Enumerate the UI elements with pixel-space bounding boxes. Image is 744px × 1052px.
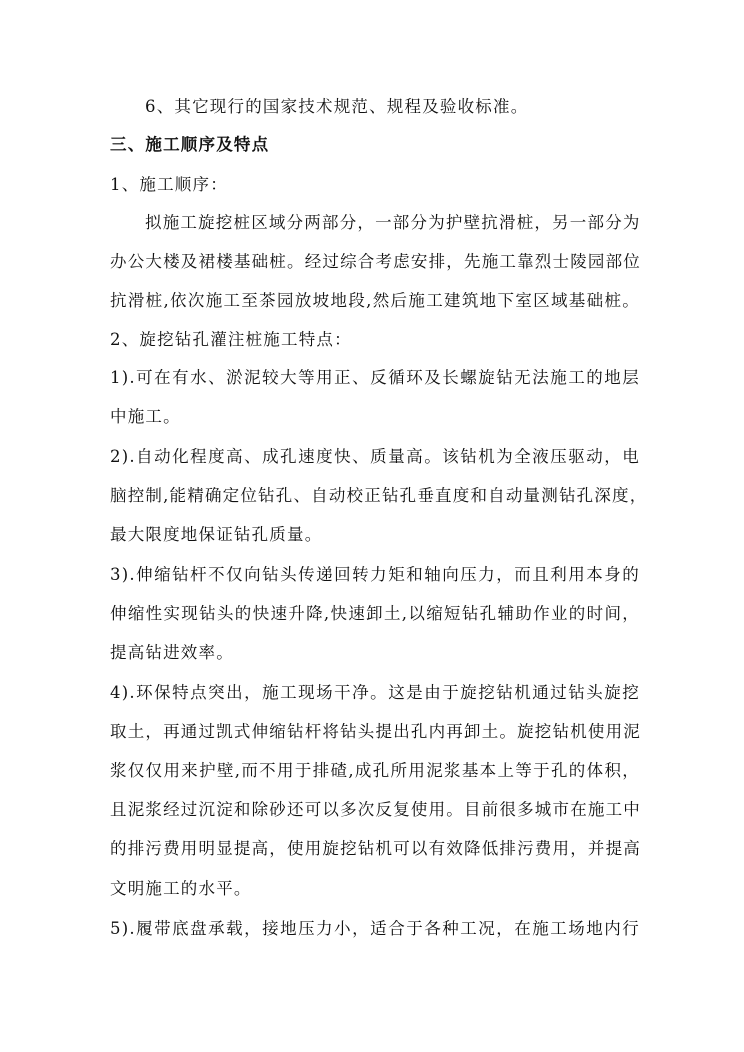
subheading-construction-sequence: 1、施工顺序： [110,175,228,194]
feature-3-line: 提高钻进效率。 [110,643,234,662]
feature-1-line: 1).可在有水、淤泥较大等用正、反循环及长螺旋钻无法施工的地层 [110,368,640,387]
section-heading-construction-sequence: 三、施工顺序及特点 [110,135,270,154]
feature-2-line: 最大限度地保证钻孔质量。 [110,525,323,544]
feature-3-line: 伸缩性实现钻头的快速升降,快速卸土,以缩短钻孔辅助作业的时间， [110,604,640,623]
feature-4-line: 取土，再通过凯式伸缩钻杆将钻头提出孔内再卸土。旋挖钻机使用泥 [110,722,641,741]
feature-4-line: 浆仅仅用来护壁,而不用于排碴,成孔所用泥浆基本上等于孔的体积， [110,761,640,780]
paragraph-line: 办公大楼及裙楼基础桩。经过综合考虑安排，先施工靠烈士陵园部位 [110,252,641,271]
feature-5-line: 5).履带底盘承载，接地压力小，适合于各种工况，在施工场地内行 [110,919,640,938]
feature-4-line: 且泥浆经过沉淀和除砂还可以多次反复使用。目前很多城市在施工中 [110,800,641,819]
feature-4-line: 文明施工的水平。 [110,879,252,898]
feature-2-line: 脑控制,能精确定位钻孔、自动校正钻孔垂直度和自动量测钻孔深度， [110,486,648,505]
subheading-features: 2、旋挖钻孔灌注桩施工特点： [110,330,352,349]
feature-2-line: 2).自动化程度高、成孔速度快、质量高。该钻机为全液压驱动，电 [110,447,640,466]
feature-3-line: 3).伸缩钻杆不仅向钻头传递回转力矩和轴向压力，而且利用本身的 [110,565,640,584]
feature-4-line: 4).环保特点突出，施工现场干净。这是由于旋挖钻机通过钻头旋挖 [110,683,640,702]
paragraph-line: 抗滑桩,依次施工至茶园放坡地段,然后施工建筑地下室区域基础桩。 [110,291,640,310]
feature-1-line: 中施工。 [110,407,181,426]
feature-4-line: 的排污费用明显提高，使用旋挖钻机可以有效降低排污费用，并提高 [110,839,641,858]
standards-item-6: 6、其它现行的国家技术规范、规程及验收标准。 [145,97,529,116]
paragraph-line: 拟施工旋挖桩区域分两部分，一部分为护壁抗滑桩，另一部分为 [145,213,641,232]
